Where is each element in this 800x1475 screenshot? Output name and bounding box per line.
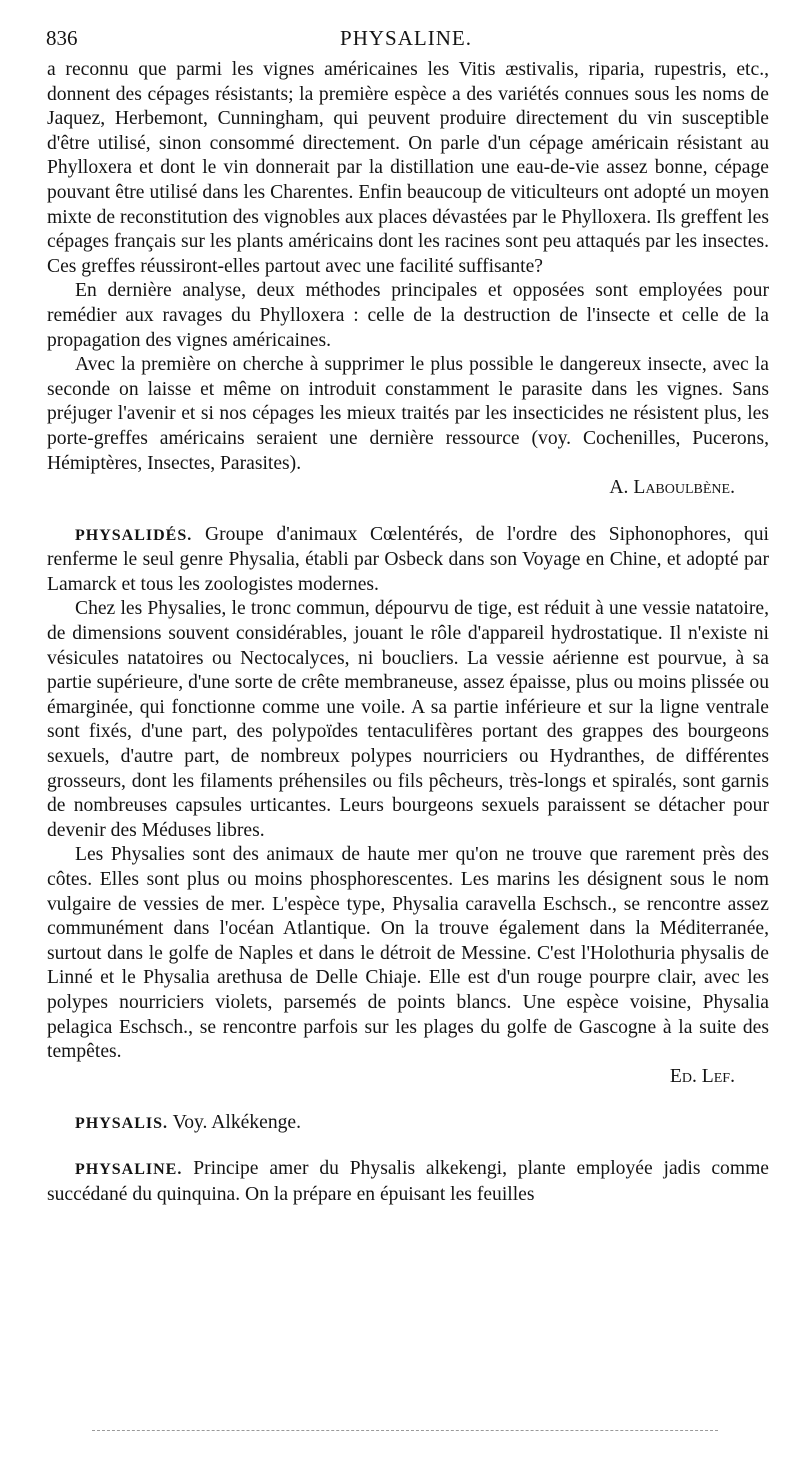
physaline-text: Principe amer du Physalis alkekengi, plante employée jadis comme succédané du quinquina. On la prépare en épuisant les feuilles (47, 1157, 770, 1205)
prev-entry-signature-row (47, 476, 769, 501)
physalides-paragraph-2: Chez les Physalies, le tronc commun, dépourvu de tige, est réduit à une vessie natatoire, de dimensions souvent considérables, jouant le rôle d'appareil hydrostatique. Il n'existe ni vésicules natatoires ou Nectocalyces, ni boucliers. La vessie aérienne est pourvue, à sa partie supérieure, d'une sorte de crête membraneuse, assez épaisse, plus ou moins plissée ou émarginée, qui fonctionne comme une voile. A sa partie inférieure et sur la ligne ventrale sont fixés, d'une part, des polypoïdes tentaculifères portant des grappes des bourgeons sexuels, d'autre part, de nombreux polypes nourriciers ou Hydranthes, de différentes grosseurs, dont les filaments préhensiles ou fils pêcheurs, très-longs et spiralés, sont garnis de nombreuses capsules urticantes. Leurs bourgeons sexuels paraissent se détacher pour devenir des Méduses libres. (47, 598, 769, 841)
page-number: 836 (46, 26, 78, 50)
physalides-signature: Ed. Lef. (669, 1065, 735, 1087)
entry-physalides (47, 523, 769, 598)
prev-entry-paragraph-3: Avec la première on cherche à supprimer le plus possible le dangereux insecte, avec la seconde on laisse et même on introduit constamment le parasite dans les vignes. Sans préjuger l'avenir et si nos cépages les mieux traités par les insecticides ne résistent plus, les porte-greffes américains seraient une dernière ressource (voy. Cochenilles, Pucerons, Hémiptères, Insectes, Parasites). (47, 354, 769, 474)
bottom-rule (92, 1430, 718, 1433)
physalis-cross-reference: Voy. Alkékenge. (172, 1112, 302, 1134)
headword-physaline: PHYSALINE. (75, 1160, 183, 1178)
prev-entry-paragraph-2: En dernière analyse, deux méthodes principales et opposées sont employées pour remédier aux ravages du Phylloxera : celle de la destruction de l'insecte et celle de la propagation des vignes américaines. (47, 280, 769, 351)
entry-spacer (47, 501, 769, 523)
physalides-signature-row (47, 1065, 769, 1090)
prev-entry-signature: A. Laboulbène. (609, 477, 735, 499)
page-body (47, 58, 769, 1207)
entry-spacer (47, 1089, 769, 1111)
headword-physalis: PHYSALIS. (75, 1115, 169, 1133)
page-header (46, 26, 766, 56)
entry-physaline (47, 1157, 769, 1207)
headword-physalides: PHYSALIDÉS. (75, 526, 193, 544)
entry-physalis (47, 1111, 769, 1137)
physalides-paragraph-3: Les Physalies sont des animaux de haute mer qu'on ne trouve que rarement près des côtes. Elles sont plus ou moins phosphorescentes. Les marins les désignent sous le nom vulgaire de vessies de mer. L'espèce type, Physalia caravella Eschsch., se rencontre assez communément dans l'océan Atlantique. On la trouve également dans la Méditerranée, surtout dans le golfe de Naples et dans le détroit de Messine. C'est l'Holothuria physalis de Linné et le Physalia arethusa de Delle Chiaje. Elle est d'un rouge pourpre clair, avec les polypes nourriciers violets, parsemés de points blancs. Une espèce voisine, Physalia pelagica Eschsch., se rencontre parfois sur les plages du golfe de Gascogne à la suite des tempêtes. (47, 844, 769, 1063)
entry-spacer (47, 1137, 769, 1157)
physalides-paragraph-1: Groupe d'animaux Cœlentérés, de l'ordre des Siphonophores, qui renferme le seul genre Physalia, établi par Osbeck dans son Voyage en Chine, et adopté par Lamarck et tous les zoologistes modernes. (47, 523, 769, 595)
running-title: PHYSALINE. (340, 26, 472, 50)
prev-entry-paragraph-1: a reconnu que parmi les vignes américaines les Vitis æstivalis, riparia, rupestris, etc., donnent des cépages résistants; la première espèce a des variétés connues sous les noms de Jaquez, Herbemont, Cunningham, qui peuvent produire directement du vin susceptible d'être utilisé, sinon consommé directement. On parle d'un cépage américain résistant au Phylloxera et dont le vin donnerait par la distillation une eau-de-vie assez bonne, cépage pouvant être utilisé dans les Charentes. Enfin beaucoup de viticulteurs ont adopté un moyen mixte de reconstitution des vignobles aux places dévastées par le Phylloxera. Ils greffent les cépages français sur les plants américains dont les racines sont peu attaqués par les insectes. Ces greffes réussiront-elles partout avec une facilité suffisante? (47, 59, 769, 277)
